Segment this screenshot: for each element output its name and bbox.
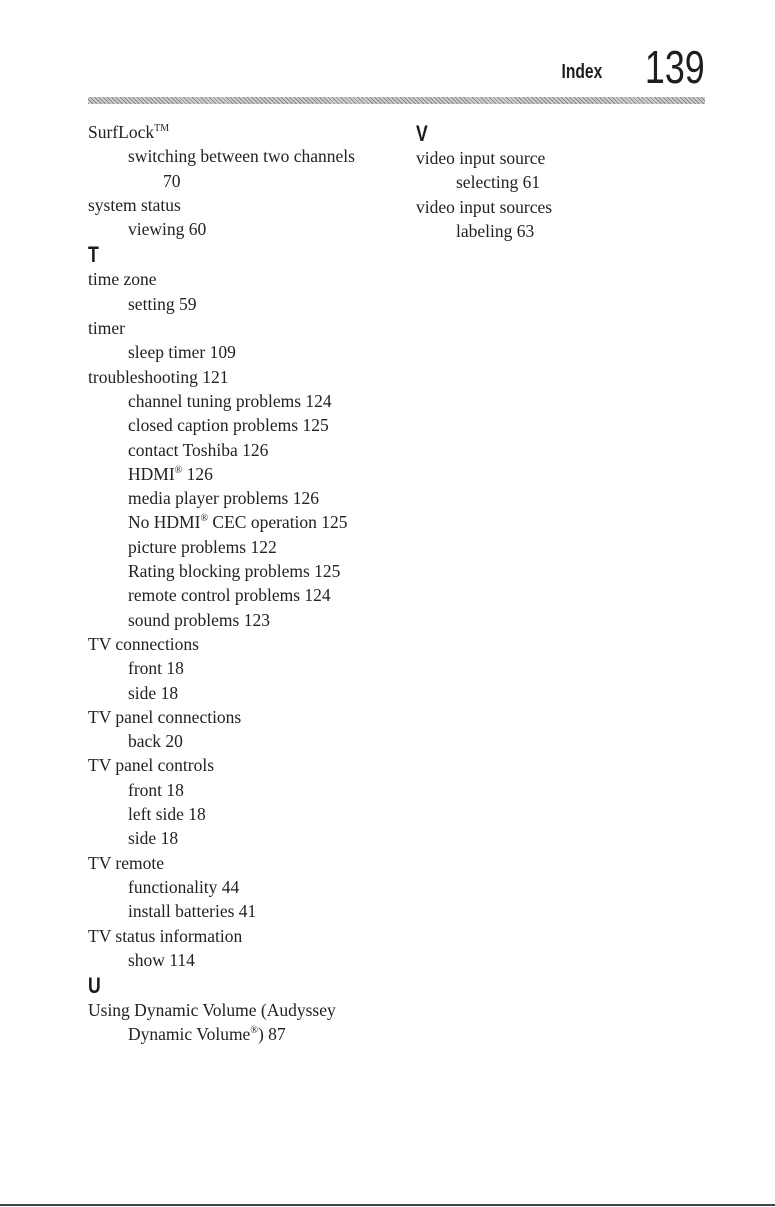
index-subentry-page: 70	[163, 170, 181, 191]
index-entry: video input source	[416, 148, 546, 168]
index-subentry: selecting 61	[456, 172, 541, 193]
index-entry: time zone	[88, 269, 157, 290]
section-title: Index	[561, 61, 603, 83]
index-entry: video input sources	[416, 196, 553, 217]
registered-mark: ®	[200, 513, 209, 525]
index-subentry: remote control problems 124	[128, 585, 331, 606]
index-subentry: side 18	[128, 828, 179, 849]
index-entry: TV status information	[88, 925, 243, 946]
index-subentry: labeling 63	[456, 220, 535, 241]
index-subentry: channel tuning problems 124	[128, 390, 332, 411]
index-subentry: HDMI® 126	[128, 463, 213, 484]
index-subentry: No HDMI® CEC operation 125	[128, 512, 348, 533]
index-entry: troubleshooting 121	[88, 366, 229, 387]
index-subentry: contact Toshiba 126	[128, 439, 269, 460]
index-entry: timer	[88, 318, 125, 339]
index-subentry: side 18	[128, 682, 179, 703]
header-rule	[88, 97, 705, 104]
index-entry: TV panel controls	[88, 755, 215, 776]
index-subentry: show 114	[128, 949, 195, 970]
index-entry: TV connections	[88, 633, 199, 654]
index-subentry: viewing 60	[128, 219, 207, 240]
trademark-mark: TM	[154, 123, 170, 135]
bottom-edge-line	[0, 1204, 775, 1206]
index-entry: Using Dynamic Volume (Audyssey	[88, 1000, 336, 1021]
index-subentry: setting 59	[128, 293, 197, 314]
index-subentry: Dynamic Volume®) 87	[128, 1024, 286, 1045]
registered-mark: ®	[250, 1025, 258, 1037]
letter-heading-u: U	[88, 973, 101, 999]
page-number: 139	[645, 41, 705, 93]
index-subentry: front 18	[128, 658, 184, 679]
index-entry: system status	[88, 194, 181, 215]
index-subentry: front 18	[128, 779, 184, 800]
index-column-left	[88, 120, 388, 1047]
index-subentry: Rating blocking problems 125	[128, 561, 341, 582]
index-subentry: closed caption problems 125	[128, 415, 329, 436]
page-header	[550, 38, 705, 94]
index-subentry: sound problems 123	[128, 609, 270, 630]
index-entry: SurfLock™	[88, 122, 170, 142]
index-subentry: picture problems 122	[128, 536, 277, 557]
index-entry: TV remote	[88, 852, 164, 873]
index-subentry: install batteries 41	[128, 901, 257, 922]
index-subentry: functionality 44	[128, 876, 240, 897]
index-subentry: media player problems 126	[128, 488, 319, 509]
index-subentry: switching between two channels	[128, 146, 355, 167]
letter-heading-t: T	[88, 242, 99, 268]
index-subentry: back 20	[128, 731, 183, 752]
index-entry: TV panel connections	[88, 706, 242, 727]
registered-mark: ®	[174, 465, 183, 477]
index-subentry: left side 18	[128, 804, 206, 825]
index-subentry: sleep timer 109	[128, 342, 236, 363]
index-column-right	[416, 120, 716, 243]
letter-heading-v: V	[416, 121, 428, 146]
